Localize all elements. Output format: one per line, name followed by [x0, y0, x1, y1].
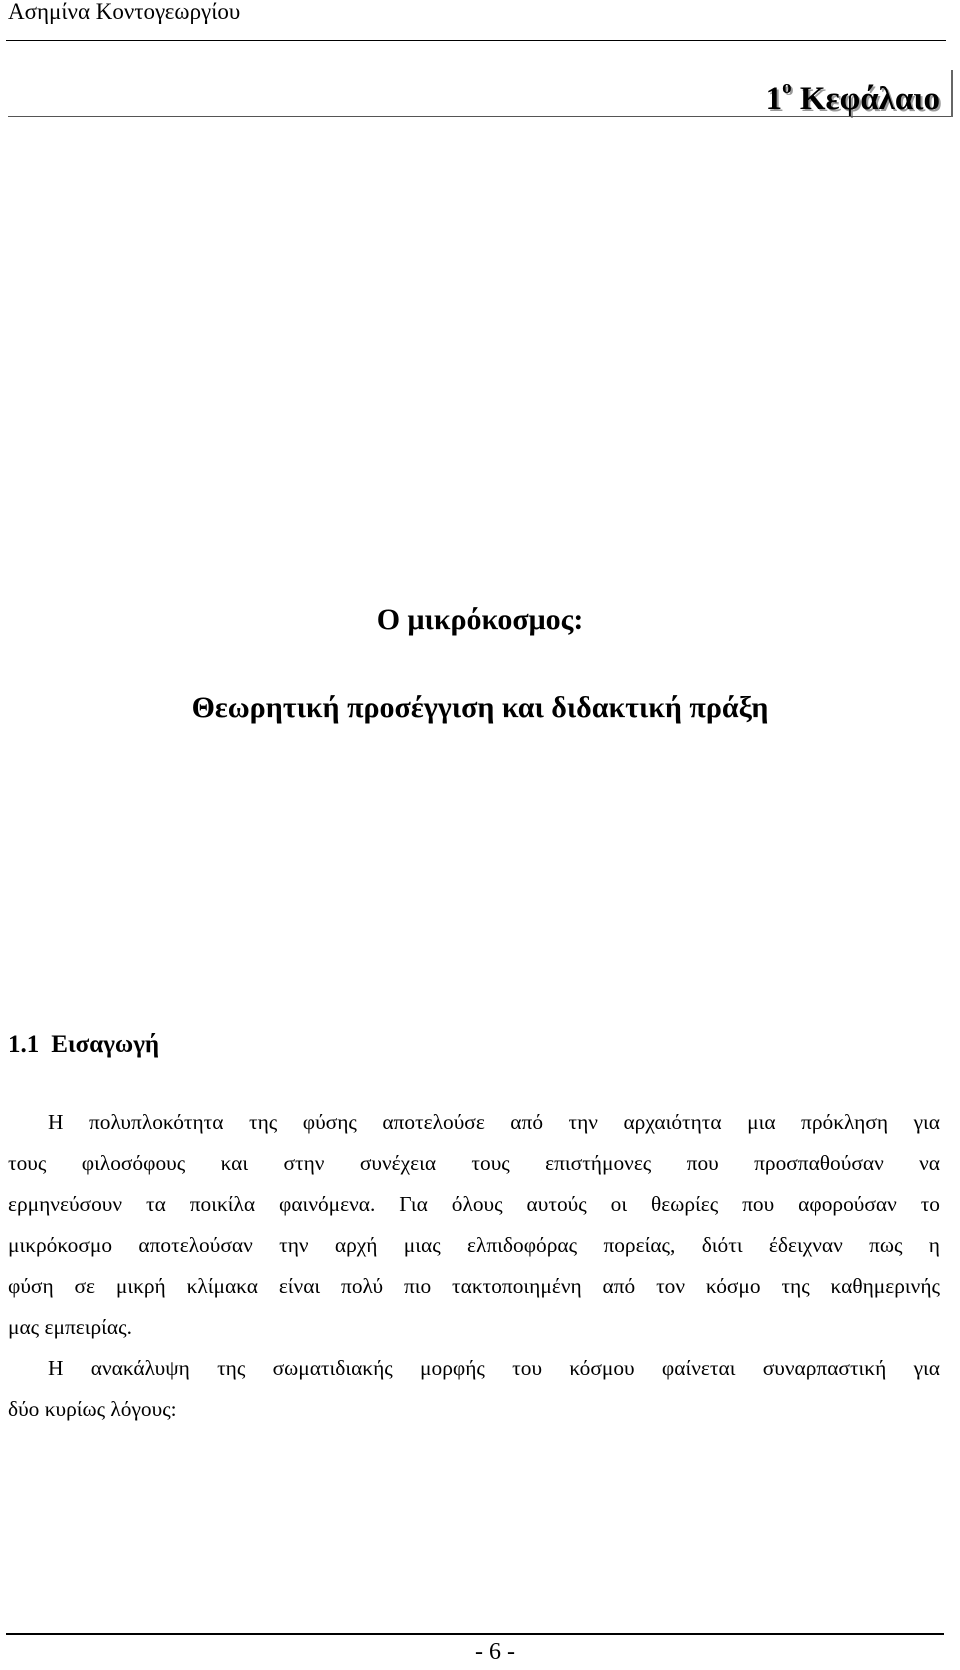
paragraph-line: ερμηνεύσουν τα ποικίλα φαινόμενα. Για όλους αυτούς οι θεωρίες που αφορούσαν το [8, 1192, 940, 1216]
paragraph-line: μικρόκοσμο αποτελούσαν την αρχή μιας ελπιδοφόρας πορείας, διότι έδειχναν πως η [8, 1233, 940, 1257]
paragraph-line: φύση σε μικρή κλίμακα είναι πολύ πιο τακτοποιημένη από τον κόσμο της καθημερινής [8, 1274, 940, 1298]
header-divider [6, 40, 946, 41]
chapter-ordinal-superscript: ο [782, 77, 792, 98]
running-header-author: Ασημίνα Κοντογεωργίου [8, 0, 241, 24]
section-number: 1.1 [8, 1031, 40, 1058]
page-number: - 6 - [475, 1639, 515, 1665]
document-title-line-2: Θεωρητική προσέγγιση και διδακτική πράξη [191, 691, 769, 724]
paragraph-line: Η πολυπλοκότητα της φύσης αποτελούσε από την αρχαιότητα μια πρόκληση για [48, 1110, 940, 1134]
chapter-number: 1 [765, 81, 783, 117]
paragraph-line: μας εμπειρίας. [8, 1315, 132, 1339]
chapter-heading [766, 70, 940, 121]
document-title-line-1: Ο μικρόκοσμος: [376, 603, 584, 636]
footer-divider [6, 1633, 944, 1635]
chapter-label: Κεφάλαιο [799, 81, 940, 117]
section-heading [8, 1030, 159, 1060]
chapter-box-right-border [951, 70, 953, 117]
chapter-box-bottom-border [8, 116, 952, 117]
section-title: Εισαγωγή [51, 1031, 160, 1058]
paragraph-line: Η ανακάλυψη της σωματιδιακής μορφής του κόσμου φαίνεται συναρπαστική για [48, 1356, 940, 1380]
paragraph-line: δύο κυρίως λόγους: [8, 1397, 177, 1421]
paragraph-line: τους φιλοσόφους και στην συνέχεια τους επιστήμονες που προσπαθούσαν να [8, 1151, 940, 1175]
